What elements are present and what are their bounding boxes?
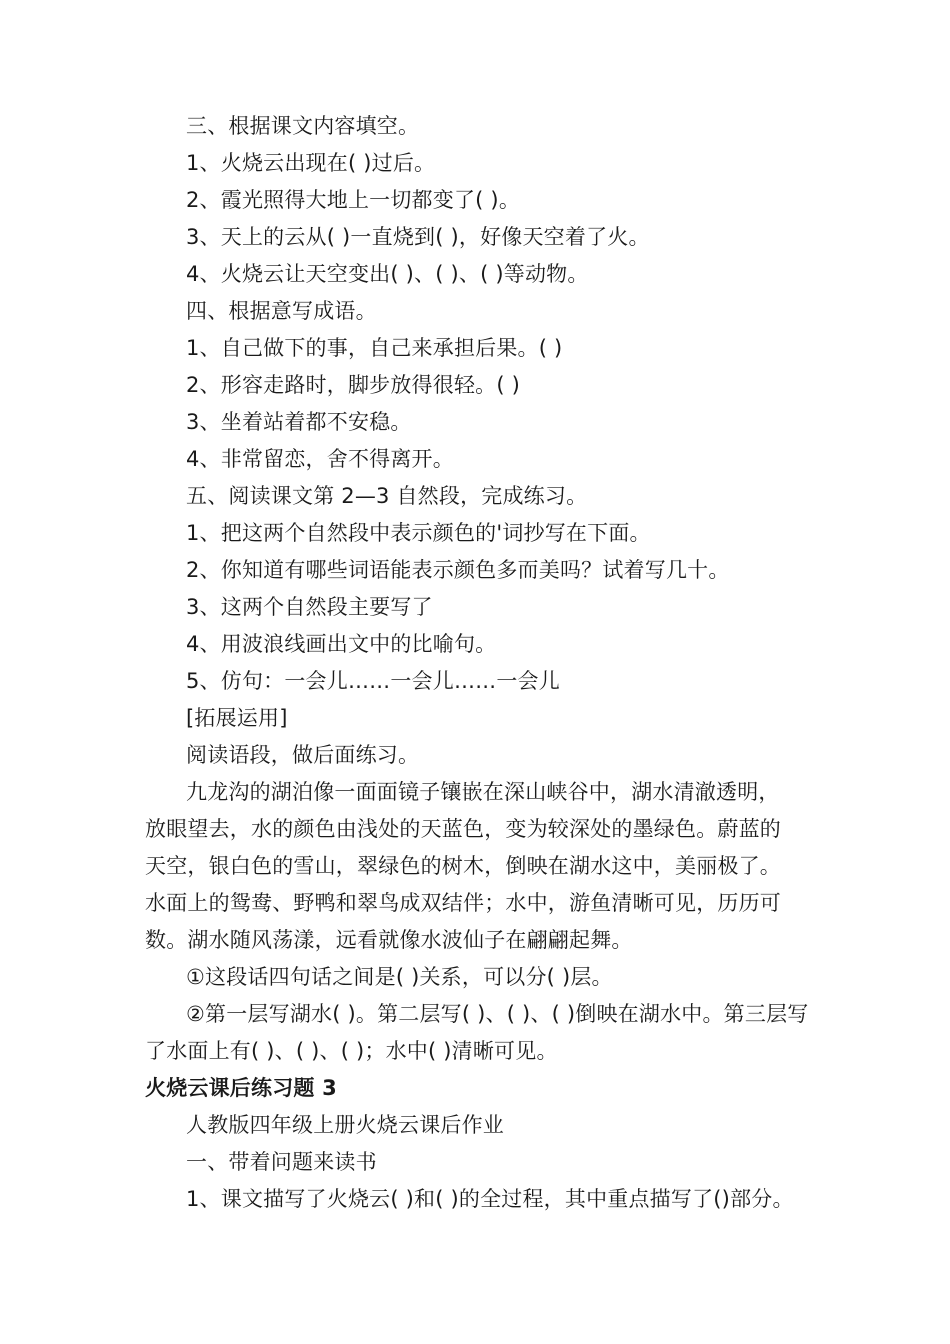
question-line: 1、自己做下的事，自己来承担后果。( ) [186, 336, 563, 360]
question-line: 3、坐着站着都不安稳。 [186, 410, 412, 434]
question-line: 4、非常留恋，舍不得离开。 [186, 447, 454, 471]
passage-line: 九龙沟的湖泊像一面面镜子镶嵌在深山峡谷中，湖水清澈透明， [186, 780, 780, 804]
question-line: 1、火烧云出现在( )过后。 [186, 151, 436, 175]
passage-line: 放眼望去，水的颜色由浅处的天蓝色，变为较深处的墨绿色。蔚蓝的 [145, 817, 781, 841]
question-line: 3、天上的云从( )一直烧到( )，好像天空着了火。 [186, 225, 650, 249]
section-heading-3: 三、根据课文内容填空。 [186, 114, 420, 138]
passage-line: 水面上的鸳鸯、野鸭和翠鸟成双结伴；水中，游鱼清晰可见，历历可 [145, 891, 781, 915]
section-heading-1: 一、带着问题来读书 [186, 1150, 377, 1174]
section-heading-4: 四、根据意写成语。 [186, 299, 377, 323]
passage-line: 天空，银白色的雪山，翠绿色的树木，倒映在湖水这中，美丽极了。 [145, 854, 781, 878]
question-line: 4、火烧云让天空变出( )、( )、( )等动物。 [186, 262, 589, 286]
question-line: 2、你知道有哪些词语能表示颜色多而美吗？试着写几十。 [186, 558, 730, 582]
extension-heading: [拓展运用] [186, 706, 288, 730]
passage-line: 数。湖水随风荡漾，远看就像水波仙子在翩翩起舞。 [145, 928, 633, 952]
instruction-line: 阅读语段，做后面练习。 [186, 743, 420, 767]
section-title: 火烧云课后练习题 3 [145, 1076, 337, 1100]
question-line: 5、仿句：一会儿……一会儿……一会儿 [186, 669, 560, 693]
question-line: 1、把这两个自然段中表示颜色的'词抄写在下面。 [186, 521, 651, 545]
question-line: ①这段话四句话之间是( )关系，可以分( )层。 [186, 965, 613, 989]
question-line: 3、这两个自然段主要写了 [186, 595, 433, 619]
question-line: 4、用波浪线画出文中的比喻句。 [186, 632, 497, 656]
subtitle-line: 人教版四年级上册火烧云课后作业 [186, 1113, 504, 1137]
question-line: 2、霞光照得大地上一切都变了( )。 [186, 188, 521, 212]
question-line: ②第一层写湖水( )。第二层写( )、( )、( )倒映在湖水中。第三层写 [186, 1002, 809, 1026]
question-line: 1、课文描写了火烧云( )和( )的全过程，其中重点描写了()部分。 [186, 1187, 794, 1211]
question-line: 了水面上有( )、( )、( )；水中( )清晰可见。 [145, 1039, 558, 1063]
question-line: 2、形容走路时，脚步放得很轻。( ) [186, 373, 521, 397]
section-heading-5: 五、阅读课文第 2—3 自然段，完成练习。 [186, 484, 588, 508]
